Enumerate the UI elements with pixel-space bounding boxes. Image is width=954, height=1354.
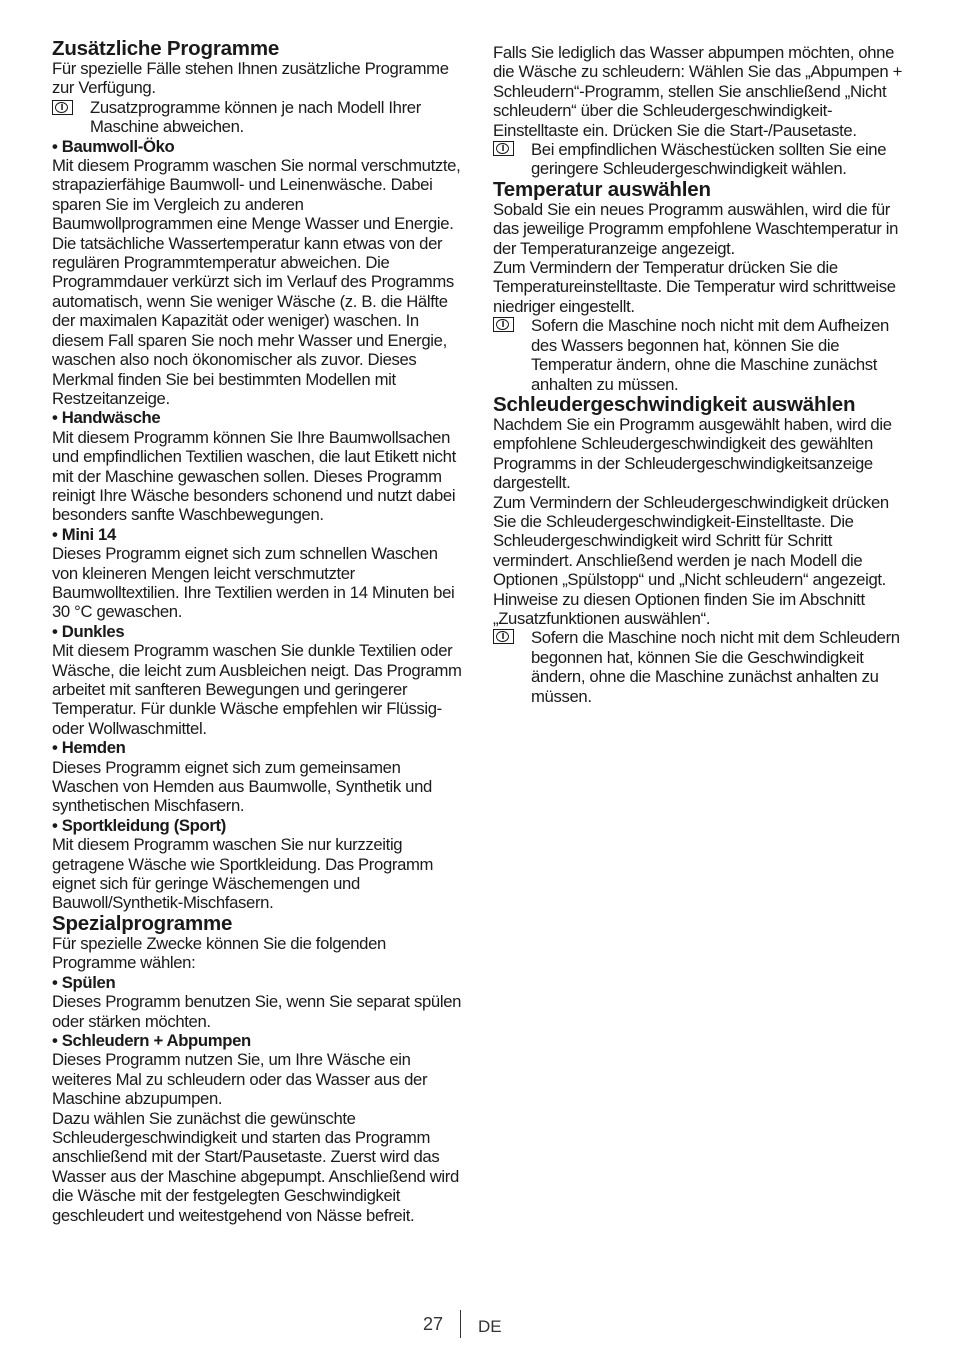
bullet-text: Dieses Programm nutzen Sie, um Ihre Wäsche ein weiteres Mal zu schleudern oder das Wasser aus der Maschine abzupumpen.	[52, 1050, 428, 1109]
page-footer	[0, 1310, 954, 1340]
note-text: Sofern die Maschine noch nicht mit dem Schleudern begonnen hat, können Sie die Geschwindigkeit ändern, ohne die Maschine zunächst anhalten zu müssen.	[531, 628, 900, 706]
info-note	[493, 628, 905, 706]
bullet-text: Mit diesem Programm waschen Sie normal verschmutzte, strapazierfähige Baumwoll- und Leinenwäsche. Dabei sparen Sie im Vergleich zu anderen Baumwollprogrammen eine Menge Wasser und Energie. Die tatsächliche Wassertemperatur kann etwas von der regulären Programmtemperatur abweichen. Die Programmdauer verkürzt sich im Verlauf des Programms automatisch, wenn Sie weniger Wäsche (z. B. die Hälfte der maximalen Kapazität oder weniger) waschen. In diesem Fall sparen Sie noch mehr Wasser und Energie, waschen also noch ökonomischer als zuvor. Dieses Merkmal finden Sie bei bestimmten Modellen mit Restzeitanzeige.	[52, 156, 461, 408]
bullet-text: Dieses Programm eignet sich zum schnellen Waschen von kleineren Mengen leicht verschmutzter Baumwolltextilien. Ihre Textilien werden in 14 Minuten bei 30 °C gewaschen.	[52, 544, 455, 622]
info-icon	[493, 317, 514, 332]
section-title-schleudergeschwindigkeit: Schleudergeschwindigkeit auswählen	[493, 392, 856, 416]
bullet-title: • Hemden	[52, 738, 126, 758]
bullet-text: Dieses Programm benutzen Sie, wenn Sie separat spülen oder stärken möchten.	[52, 992, 462, 1031]
bullet-title: • Schleudern + Abpumpen	[52, 1030, 251, 1050]
bullet-title: • Spülen	[52, 972, 116, 992]
section-title-spezialprogramme: Spezialprogramme	[52, 911, 233, 935]
paragraph: Nachdem Sie ein Programm ausgewählt haben, wird die empfohlene Schleudergeschwindigkeit des gewählten Programms in der Schleudergeschwindigkeitsanzeige dargestellt.	[493, 414, 892, 493]
bullet-text: Mit diesem Programm können Sie Ihre Baumwollsachen und empfindlichen Textilien waschen, die laut Etikett nicht mit der Maschine gewaschen sollen. Dieses Programm reinigt Ihre Wäsche besonders schonend und nutzt dabei besonders sanfte Waschbewegungen.	[52, 427, 456, 525]
paragraph: Zum Vermindern der Temperatur drücken Sie die Temperatureinstelltaste. Die Temperatur wird schrittweise niedriger eingestellt.	[493, 258, 896, 316]
info-icon	[493, 629, 514, 644]
bullet-title: • Dunkles	[52, 621, 125, 641]
info-note	[52, 98, 466, 137]
section-title-zusaetzliche-programme: Zusätzliche Programme	[52, 37, 280, 60]
paragraph: Sobald Sie ein neues Programm auswählen, wird die für das jeweilige Programm empfohlene Waschtemperatur in der Temperaturanzeige angezeigt.	[493, 199, 899, 258]
footer-divider	[460, 1310, 461, 1338]
left-column	[52, 38, 466, 1225]
bullet-text: Dieses Programm eignet sich zum gemeinsamen Waschen von Hemden aus Baumwolle, Synthetik und synthetischen Mischfasern.	[52, 757, 432, 816]
note-text: Zusatzprogramme können je nach Modell Ihrer Maschine abweichen.	[90, 97, 421, 137]
info-note	[493, 316, 905, 394]
bullet-text: Dazu wählen Sie zunächst die gewünschte Schleudergeschwindigkeit und starten das Programm anschließend mit der Start/Pausetaste. Zuerst wird das Wasser aus der Maschine abgepumpt. Anschließend wird die Wäsche mit der festgelegten Geschwindigkeit geschleudert und weitestgehend von Nässe befreit.	[52, 1108, 459, 1225]
bullet-title: • Handwäsche	[52, 408, 161, 428]
info-icon	[493, 141, 514, 156]
info-note	[493, 140, 905, 179]
paragraph: Zum Vermindern der Schleudergeschwindigkeit drücken Sie die Schleudergeschwindigkeit-Einstelltaste. Die Schleudergeschwindigkeit wird Schritt für Schritt vermindert. Anschließend werden je nach Modell die Optionen „Spülstopp“ und „Nicht schleudern“ angezeigt. Hinweise zu diesen Optionen finden Sie im Abschnitt „Zusatzfunktionen auswählen“.	[493, 492, 889, 628]
section-title-temperatur: Temperatur auswählen	[493, 177, 711, 201]
info-icon	[52, 100, 73, 115]
bullet-title: • Baumwoll-Öko	[52, 136, 175, 156]
paragraph: Falls Sie lediglich das Wasser abpumpen möchten, ohne die Wäsche zu schleudern: Wählen Sie das „Abpumpen + Schleudern“-Programm, stellen Sie anschließend „Nicht schleudern“ über die Schleudergeschwindigkeit-Einstelltaste ein. Drücken Sie die Start-/Pausetaste.	[493, 43, 902, 140]
bullet-title: • Mini 14	[52, 524, 116, 544]
intro-text: Für spezielle Fälle stehen Ihnen zusätzliche Programme zur Verfügung.	[52, 59, 449, 98]
note-text: Bei empfindlichen Wäschestücken sollten Sie eine geringere Schleudergeschwindigkeit wählen.	[531, 140, 887, 179]
bullet-title: • Sportkleidung (Sport)	[52, 815, 226, 835]
page-number: 27	[423, 1314, 444, 1334]
bullet-text: Mit diesem Programm waschen Sie dunkle Textilien oder Wäsche, die leicht zum Ausbleichen neigt. Das Programm arbeitet mit sanfteren Bewegungen und geringerer Temperatur. Für dunkle Wäsche empfehlen wir Flüssig- oder Wollwaschmittel.	[52, 641, 462, 738]
right-column	[493, 43, 905, 706]
language-code: DE	[478, 1317, 502, 1336]
intro-text: Für spezielle Zwecke können Sie die folgenden Programme wählen:	[52, 933, 386, 973]
note-text: Sofern die Maschine noch nicht mit dem Aufheizen des Wassers begonnen hat, können Sie die Temperatur ändern, ohne die Maschine zunächst anhalten zu müssen.	[531, 316, 889, 394]
bullet-text: Mit diesem Programm waschen Sie nur kurzzeitig getragene Wäsche wie Sportkleidung. Das Programm eignet sich für geringe Wäschemengen und Bauwoll/Synthetik-Mischfasern.	[52, 835, 434, 913]
